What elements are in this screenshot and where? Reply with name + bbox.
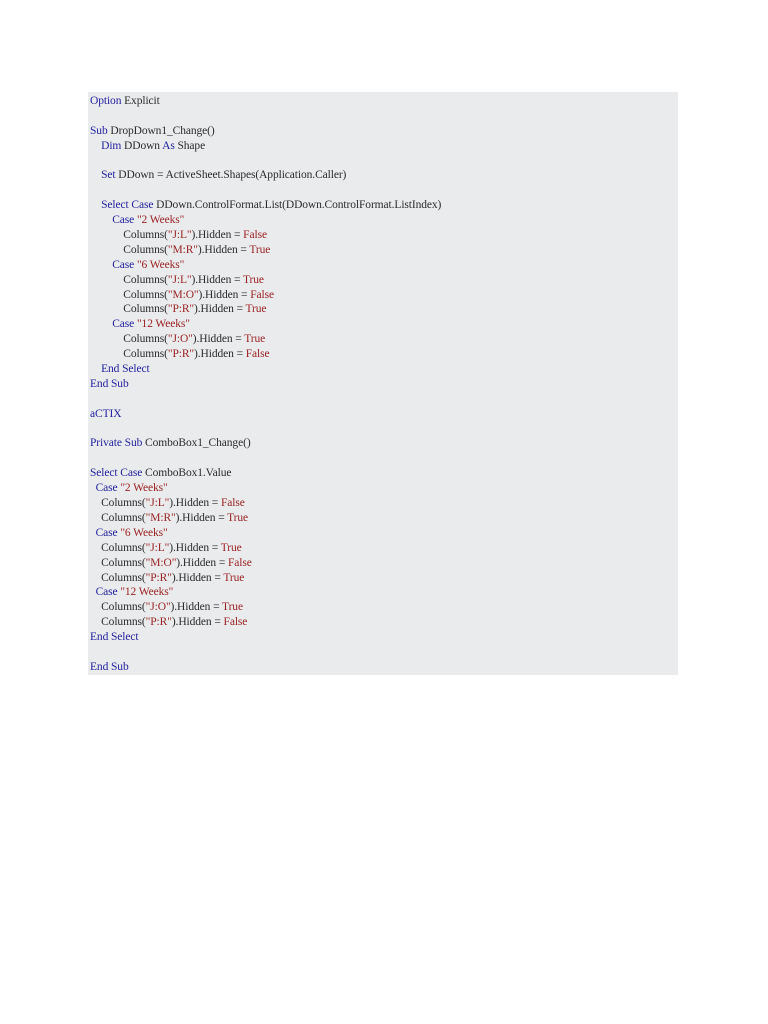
code-line xyxy=(90,630,678,645)
code-string: "M:R" xyxy=(145,511,176,524)
code-string: "12 Weeks" xyxy=(136,318,190,331)
code-keyword: End Select xyxy=(101,363,150,376)
code-line xyxy=(90,585,678,600)
code-text: ComboBox1_Change() xyxy=(142,437,251,450)
code-text: ).Hidden = xyxy=(171,571,224,584)
code-text: Columns( xyxy=(90,571,146,584)
code-keyword: aCTIX xyxy=(90,407,122,420)
code-line xyxy=(90,451,678,466)
code-text: ).Hidden = xyxy=(197,243,250,256)
code-string: "12 Weeks" xyxy=(120,586,174,599)
code-text: Columns( xyxy=(90,511,146,524)
code-text: Columns( xyxy=(90,243,168,256)
code-text: ).Hidden = xyxy=(176,556,228,569)
code-text: DDown xyxy=(121,139,163,152)
code-line xyxy=(90,332,678,347)
code-line xyxy=(90,362,678,377)
code-line xyxy=(90,228,678,243)
code-string: True xyxy=(242,273,264,286)
code-line xyxy=(90,243,678,258)
code-string: "J:O" xyxy=(167,333,193,346)
code-string: True xyxy=(227,511,249,524)
code-keyword: Case xyxy=(95,586,118,599)
code-text: Explicit xyxy=(121,95,160,107)
code-keyword: Dim xyxy=(101,139,122,152)
code-string: False xyxy=(250,288,274,301)
code-text: ).Hidden = xyxy=(194,348,246,361)
code-text: Columns( xyxy=(90,288,168,301)
code-string: "6 Weeks" xyxy=(120,526,168,539)
code-string: "J:L" xyxy=(145,497,170,510)
code-string: False xyxy=(245,348,270,361)
code-string: "P:R" xyxy=(145,616,172,629)
code-text: DropDown1_Change() xyxy=(107,124,215,137)
code-keyword: Sub xyxy=(90,124,108,137)
code-line xyxy=(90,183,678,198)
code-text: Columns( xyxy=(90,273,168,286)
code-line xyxy=(90,109,678,124)
code-keyword: Case xyxy=(112,258,135,271)
code-string: "J:L" xyxy=(167,273,192,286)
code-line xyxy=(90,481,678,496)
code-text: Columns( xyxy=(90,601,146,614)
code-keyword: Private Sub xyxy=(90,437,143,450)
code-line xyxy=(90,660,678,675)
code-text: ).Hidden = xyxy=(191,229,244,242)
code-string: "M:O" xyxy=(167,288,199,301)
code-text: ).Hidden = xyxy=(191,273,243,286)
code-string: True xyxy=(222,601,243,614)
code-line xyxy=(90,94,678,109)
code-string: "J:L" xyxy=(145,541,170,554)
code-line xyxy=(90,600,678,615)
code-string: "6 Weeks" xyxy=(136,258,185,271)
code-text: ).Hidden = xyxy=(170,601,223,614)
code-text: ).Hidden = xyxy=(194,303,246,316)
code-text: Columns( xyxy=(90,616,146,629)
code-string: "2 Weeks" xyxy=(136,214,185,227)
code-string: "J:L" xyxy=(167,229,192,242)
code-text: Columns( xyxy=(90,556,146,569)
code-line xyxy=(90,198,678,213)
code-keyword: Case xyxy=(95,482,118,495)
code-string: "J:O" xyxy=(145,601,171,614)
code-line xyxy=(90,615,678,630)
code-string: False xyxy=(220,497,245,510)
code-string: True xyxy=(223,571,245,584)
code-keyword: Option xyxy=(90,95,122,107)
code-text: Columns( xyxy=(90,497,146,510)
code-keyword: End Sub xyxy=(90,660,129,673)
code-string: True xyxy=(245,303,267,316)
code-text: Columns( xyxy=(90,333,168,346)
code-string: "P:R" xyxy=(167,303,195,316)
code-text xyxy=(90,214,112,226)
code-keyword: Case xyxy=(95,526,118,539)
code-text xyxy=(90,259,112,271)
code-text: ).Hidden = xyxy=(175,511,228,524)
code-line xyxy=(90,288,678,303)
code-line xyxy=(90,258,678,273)
code-line xyxy=(90,273,678,288)
code-block xyxy=(88,92,678,675)
code-string: True xyxy=(249,243,271,256)
code-line xyxy=(90,213,678,228)
code-string: False xyxy=(228,556,252,569)
code-text: DDown = ActiveSheet.Shapes(Application.Caller) xyxy=(115,169,347,182)
code-line xyxy=(90,422,678,437)
code-line xyxy=(90,317,678,332)
code-text: Shape xyxy=(174,139,206,152)
code-string: "M:O" xyxy=(145,556,177,569)
code-keyword: Case xyxy=(112,214,135,227)
code-keyword: End Select xyxy=(90,631,139,644)
code-text: ).Hidden = xyxy=(169,497,221,510)
code-text xyxy=(90,318,112,330)
code-keyword: Set xyxy=(101,169,116,182)
code-line xyxy=(90,407,678,422)
code-line xyxy=(90,392,678,407)
code-line xyxy=(90,541,678,556)
code-line xyxy=(90,466,678,481)
code-line xyxy=(90,571,678,586)
code-line xyxy=(90,347,678,362)
code-line xyxy=(90,526,678,541)
code-text xyxy=(90,199,101,211)
code-string: "M:R" xyxy=(167,243,198,256)
code-text xyxy=(90,169,101,181)
code-string: "P:R" xyxy=(145,571,172,584)
code-text: Columns( xyxy=(90,303,168,316)
code-line xyxy=(90,302,678,317)
code-string: True xyxy=(220,541,242,554)
code-string: False xyxy=(243,229,267,242)
code-keyword: End Sub xyxy=(90,377,129,390)
code-text: DDown.ControlFormat.List(DDown.ControlFormat.ListIndex) xyxy=(153,199,442,212)
code-keyword: As xyxy=(162,139,175,152)
code-text: ).Hidden = xyxy=(192,333,245,346)
code-keyword: Case xyxy=(112,318,135,331)
code-line xyxy=(90,154,678,169)
code-keyword: Select Case xyxy=(101,199,154,212)
code-line xyxy=(90,124,678,139)
code-text: Columns( xyxy=(90,541,146,554)
code-string: "P:R" xyxy=(167,348,195,361)
code-line xyxy=(90,168,678,183)
code-text xyxy=(90,140,101,152)
code-text: ).Hidden = xyxy=(171,616,224,629)
code-line xyxy=(90,436,678,451)
code-string: False xyxy=(223,616,248,629)
code-keyword: Select Case xyxy=(90,467,143,480)
code-string: "2 Weeks" xyxy=(120,482,168,495)
code-line xyxy=(90,645,678,660)
code-line xyxy=(90,511,678,526)
code-text: Columns( xyxy=(90,229,168,242)
code-text xyxy=(90,363,101,375)
code-line xyxy=(90,139,678,154)
code-text: ).Hidden = xyxy=(198,288,251,301)
code-text: Columns( xyxy=(90,348,168,361)
code-text: ).Hidden = xyxy=(169,541,221,554)
code-line xyxy=(90,556,678,571)
code-line xyxy=(90,496,678,511)
code-text: ComboBox1.Value xyxy=(142,467,232,480)
code-line xyxy=(90,377,678,392)
code-string: True xyxy=(244,333,266,346)
